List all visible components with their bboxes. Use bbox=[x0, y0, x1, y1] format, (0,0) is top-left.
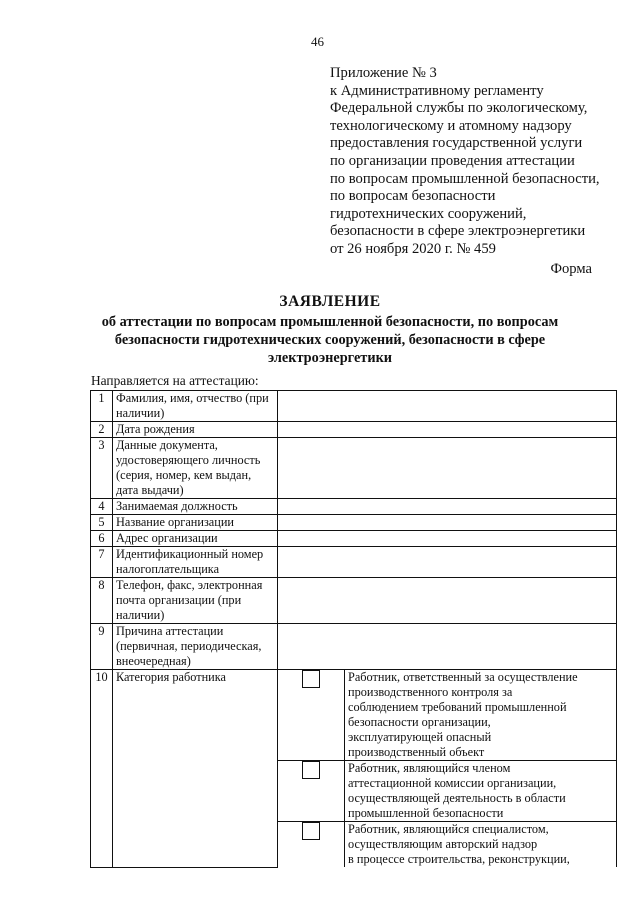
row-label bbox=[113, 499, 278, 515]
label-line: Фамилия, имя, отчество (при bbox=[116, 391, 269, 405]
option-line: Работник, ответственный за осуществление bbox=[348, 670, 578, 684]
label-line: наличии) bbox=[116, 608, 165, 622]
label-line: Название организации bbox=[116, 515, 235, 529]
appendix-line: гидротехнических сооружений, bbox=[330, 205, 527, 222]
category-option-checkbox-cell bbox=[278, 761, 345, 822]
field-organization-address[interactable] bbox=[278, 531, 617, 547]
label-line: Занимаемая должность bbox=[116, 499, 238, 513]
row-label bbox=[113, 547, 278, 578]
option-line: аттестационной комиссии организации, bbox=[348, 776, 557, 790]
row-number: 10 bbox=[91, 670, 113, 868]
row-label bbox=[113, 531, 278, 547]
label-line: налогоплательщика bbox=[116, 562, 220, 576]
option-line: производственного контроля за bbox=[348, 685, 513, 699]
document-subtitle bbox=[80, 313, 580, 367]
row-number: 9 bbox=[91, 624, 113, 670]
label-line: Адрес организации bbox=[116, 531, 218, 545]
appendix-line: по организации проведения аттестации bbox=[330, 152, 575, 169]
appendix-line: от 26 ноября 2020 г. № 459 bbox=[330, 240, 496, 257]
option-line: эксплуатирующей опасный bbox=[348, 730, 492, 744]
label-line: (серия, номер, кем выдан, bbox=[116, 468, 252, 482]
category-option bbox=[345, 670, 617, 761]
table-row bbox=[91, 578, 617, 624]
table-row bbox=[91, 531, 617, 547]
label-line: Причина аттестации bbox=[116, 624, 224, 638]
row-number: 6 bbox=[91, 531, 113, 547]
option-line: производственный объект bbox=[348, 745, 485, 759]
appendix-line: предоставления государственной услуги bbox=[330, 135, 583, 152]
intro-text: Направляется на аттестацию: bbox=[91, 373, 259, 388]
subtitle-line: электроэнергетики bbox=[267, 350, 393, 366]
row-label bbox=[113, 515, 278, 531]
table-row bbox=[91, 624, 617, 670]
field-contacts[interactable] bbox=[278, 578, 617, 624]
field-taxpayer-id[interactable] bbox=[278, 547, 617, 578]
checkbox-author-supervision[interactable] bbox=[302, 822, 320, 840]
row-label bbox=[113, 391, 278, 422]
subtitle-line: безопасности гидротехнических сооружений, безопасности в сфере bbox=[114, 332, 546, 348]
label-line: наличии) bbox=[116, 406, 165, 420]
appendix-line: по вопросам безопасности bbox=[330, 188, 496, 205]
field-full-name[interactable] bbox=[278, 391, 617, 422]
row-number: 1 bbox=[91, 391, 113, 422]
field-attestation-reason[interactable] bbox=[278, 624, 617, 670]
label-line: удостоверяющего личность bbox=[116, 453, 261, 467]
label-line: Дата рождения bbox=[116, 422, 195, 436]
category-option bbox=[345, 761, 617, 822]
row-number: 8 bbox=[91, 578, 113, 624]
form-label: Форма bbox=[550, 261, 592, 277]
row-label bbox=[113, 422, 278, 438]
table-row bbox=[91, 515, 617, 531]
table-row bbox=[91, 499, 617, 515]
appendix-header bbox=[330, 65, 620, 259]
application-form-table bbox=[90, 390, 617, 868]
table-row bbox=[91, 422, 617, 438]
label-line: дата выдачи) bbox=[116, 483, 184, 497]
table-row bbox=[91, 547, 617, 578]
appendix-line: безопасности в сфере электроэнергетики bbox=[330, 223, 586, 240]
row-number: 7 bbox=[91, 547, 113, 578]
field-birth-date[interactable] bbox=[278, 422, 617, 438]
option-line: промышленной безопасности bbox=[348, 806, 504, 820]
label-line: почта организации (при bbox=[116, 593, 242, 607]
option-line: соблюдением требований промышленной bbox=[348, 700, 567, 714]
document-title: ЗАЯВЛЕНИЕ bbox=[279, 293, 381, 310]
row-label bbox=[113, 578, 278, 624]
appendix-line: Федеральной службы по экологическому, bbox=[330, 100, 588, 117]
row-label bbox=[113, 624, 278, 670]
label-line: Идентификационный номер bbox=[116, 547, 264, 561]
appendix-line: Приложение № 3 bbox=[330, 65, 437, 81]
category-option-checkbox-cell bbox=[278, 822, 345, 868]
row-number: 4 bbox=[91, 499, 113, 515]
option-line: осуществляющим авторский надзор bbox=[348, 837, 538, 851]
row-label: Категория работника bbox=[113, 670, 278, 868]
field-position[interactable] bbox=[278, 499, 617, 515]
row-number: 5 bbox=[91, 515, 113, 531]
checkbox-production-control[interactable] bbox=[302, 670, 320, 688]
option-line: Работник, являющийся специалистом, bbox=[348, 822, 549, 836]
option-line: Работник, являющийся членом bbox=[348, 761, 511, 775]
table-row bbox=[91, 438, 617, 499]
table-row bbox=[91, 391, 617, 422]
subtitle-line: об аттестации по вопросам промышленной безопасности, по вопросам bbox=[101, 314, 559, 330]
field-organization-name[interactable] bbox=[278, 515, 617, 531]
label-line: внеочередная) bbox=[116, 654, 191, 668]
category-option-checkbox-cell bbox=[278, 670, 345, 761]
checkbox-commission-member[interactable] bbox=[302, 761, 320, 779]
category-row bbox=[91, 670, 617, 761]
row-number: 3 bbox=[91, 438, 113, 499]
option-line: в процессе строительства, реконструкции, bbox=[348, 852, 570, 866]
option-line: осуществляющей деятельность в области bbox=[348, 791, 566, 805]
appendix-line: по вопросам промышленной безопасности, bbox=[330, 170, 600, 187]
category-option bbox=[345, 822, 617, 868]
option-line: безопасности организации, bbox=[348, 715, 491, 729]
page-number: 46 bbox=[311, 34, 324, 49]
field-identity-document[interactable] bbox=[278, 438, 617, 499]
row-label bbox=[113, 438, 278, 499]
label-line: Данные документа, bbox=[116, 438, 218, 452]
appendix-line: технологическому и атомному надзору bbox=[330, 117, 572, 134]
label-line: (первичная, периодическая, bbox=[116, 639, 262, 653]
appendix-line: к Административному регламенту bbox=[330, 82, 544, 99]
row-number: 2 bbox=[91, 422, 113, 438]
label-line: Телефон, факс, электронная bbox=[116, 578, 263, 592]
